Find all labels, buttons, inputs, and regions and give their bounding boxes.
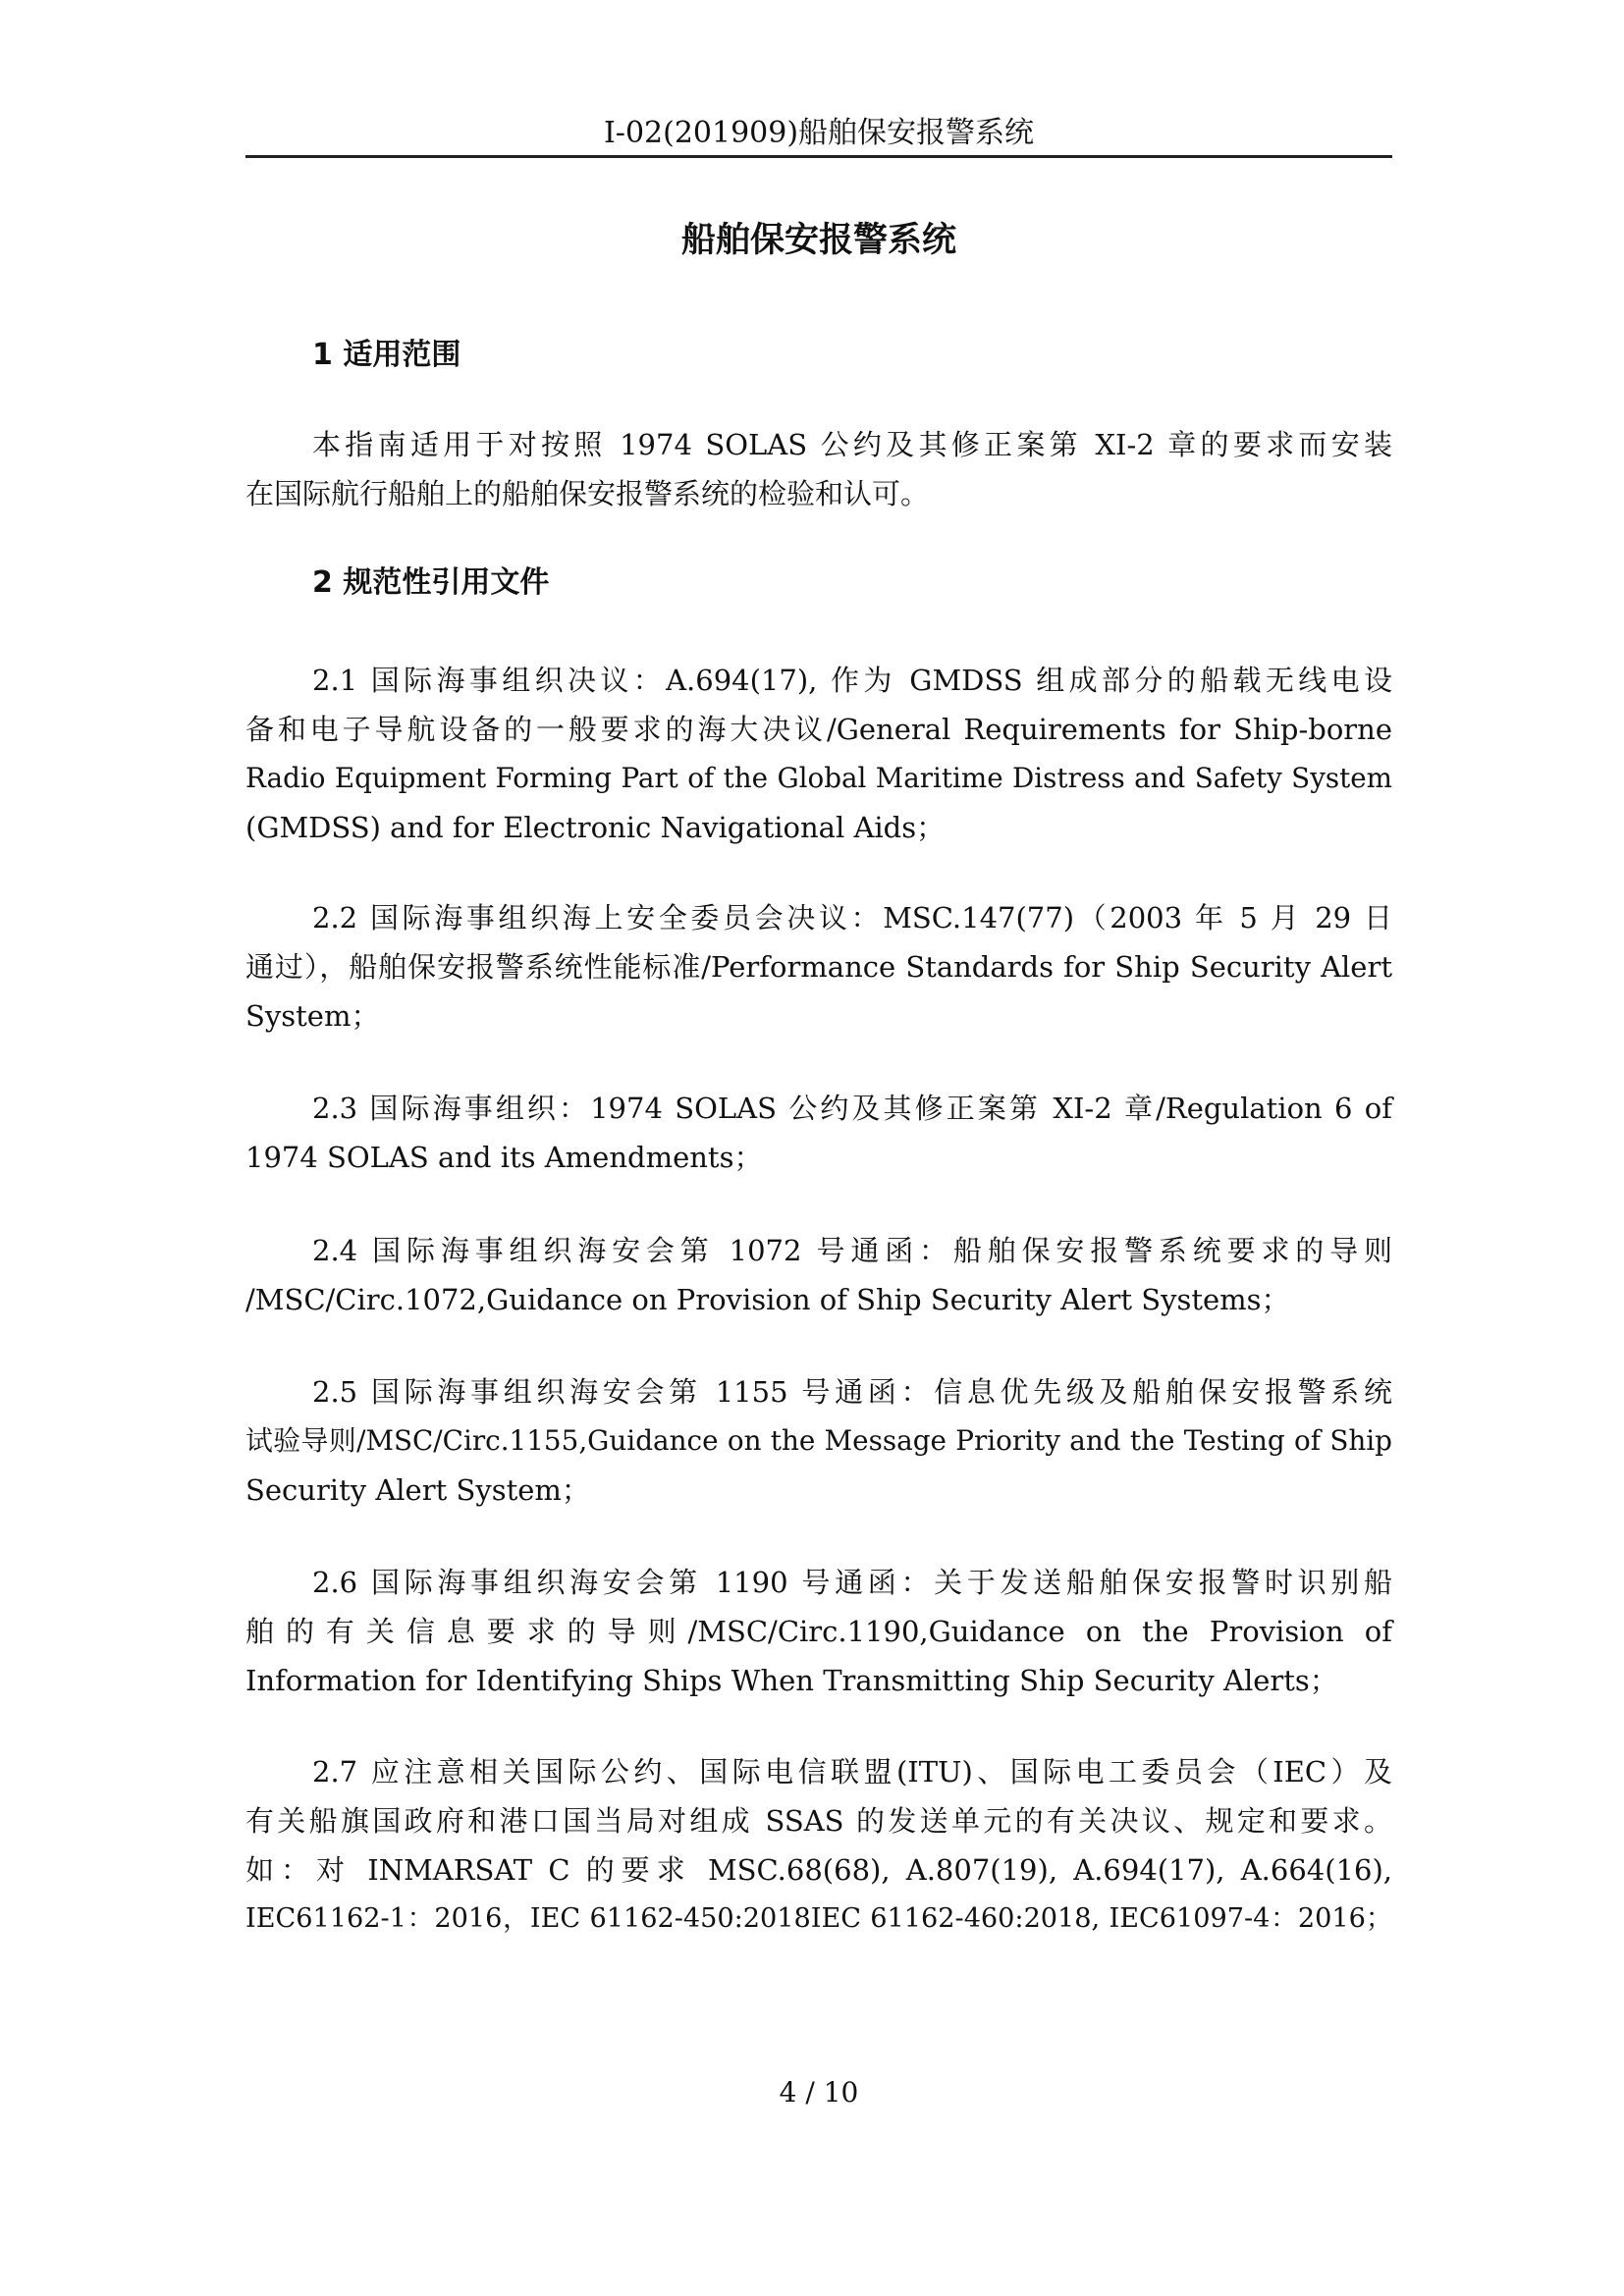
page-header: I-02(201909)船舶保安报警系统 [603,116,1035,150]
reference-2-1 [245,656,1392,852]
section-heading-normative-references: 2 规范性引用文件 [312,565,550,600]
paragraph-line: 舶的有关信息要求的导则/MSC/Circ.1190,Guidance on the Provision of [245,1615,1392,1648]
page-number: 4 / 10 [779,2076,859,2109]
reference-2-7 [245,1747,1392,1944]
paragraph-line: 2.5 国际海事组织海安会第 1155 号通函：信息优先级及船舶保安报警系统 [312,1375,1392,1409]
paragraph-scope [245,420,1392,518]
paragraph-line: 2.3 国际海事组织：1974 SOLAS 公约及其修正案第 XI-2 章/Regulation 6 of [312,1092,1392,1125]
paragraph-line: (GMDSS) and for Electronic Navigational Aids； [245,811,946,844]
paragraph-line: 1974 SOLAS and its Amendments； [245,1141,763,1174]
paragraph-line: 在国际航行船舶上的船舶保安报警系统的检验和认可。 [245,477,930,510]
paragraph-line: IEC61162-1：2016，IEC 61162-450:2018IEC 61162-460:2018, IEC61097-4：2016； [245,1903,1392,1934]
reference-2-4 [245,1226,1392,1324]
paragraph-line: 备和电子导航设备的一般要求的海大决议/General Requirements for Ship-borne [245,713,1392,746]
header-rule [245,155,1392,158]
paragraph-line: /MSC/Circ.1072,Guidance on Provision of Ship Security Alert Systems； [245,1283,1290,1316]
paragraph-line: 2.2 国际海事组织海上安全委员会决议：MSC.147(77)（2003 年 5 月 29 日 [312,901,1392,934]
reference-2-3 [245,1084,1392,1182]
paragraph-line: Radio Equipment Forming Part of the Global Maritime Distress and Safety System [245,762,1392,794]
paragraph-line: 2.6 国际海事组织海安会第 1190 号通函：关于发送船舶保安报警时识别船 [312,1566,1392,1599]
paragraph-line: System； [245,999,380,1033]
paragraph-line: 2.1 国际海事组织决议：A.694(17), 作为 GMDSS 组成部分的船载无线电设 [312,664,1392,697]
paragraph-line: 通过），船舶保安报警系统性能标准/Performance Standards for Ship Security Alert [245,950,1392,984]
section-heading-scope: 1 适用范围 [312,338,461,372]
reference-2-2 [245,893,1392,1041]
paragraph-line: 本指南适用于对按照 1974 SOLAS 公约及其修正案第 XI-2 章的要求而安装 [312,428,1392,461]
paragraph-line: 2.4 国际海事组织海安会第 1072 号通函：船舶保安报警系统要求的导则 [312,1234,1392,1267]
reference-2-6 [245,1558,1392,1705]
paragraph-line: 2.7 应注意相关国际公约、国际电信联盟(ITU)、国际电工委员会（IEC）及 [312,1755,1392,1789]
paragraph-line: 如：对 INMARSAT C 的要求 MSC.68(68), A.807(19), A.694(17), A.664(16), [245,1853,1392,1887]
document-title: 船舶保安报警系统 [680,221,956,260]
reference-2-5 [245,1367,1392,1515]
paragraph-line: 有关船旗国政府和港口国当局对组成 SSAS 的发送单元的有关决议、规定和要求。 [245,1804,1392,1838]
paragraph-line: Information for Identifying Ships When Transmitting Ship Security Alerts； [245,1664,1338,1697]
paragraph-line: Security Alert System； [245,1473,590,1507]
paragraph-line: 试验导则/MSC/Circ.1155,Guidance on the Message Priority and the Testing of Ship [245,1424,1392,1457]
